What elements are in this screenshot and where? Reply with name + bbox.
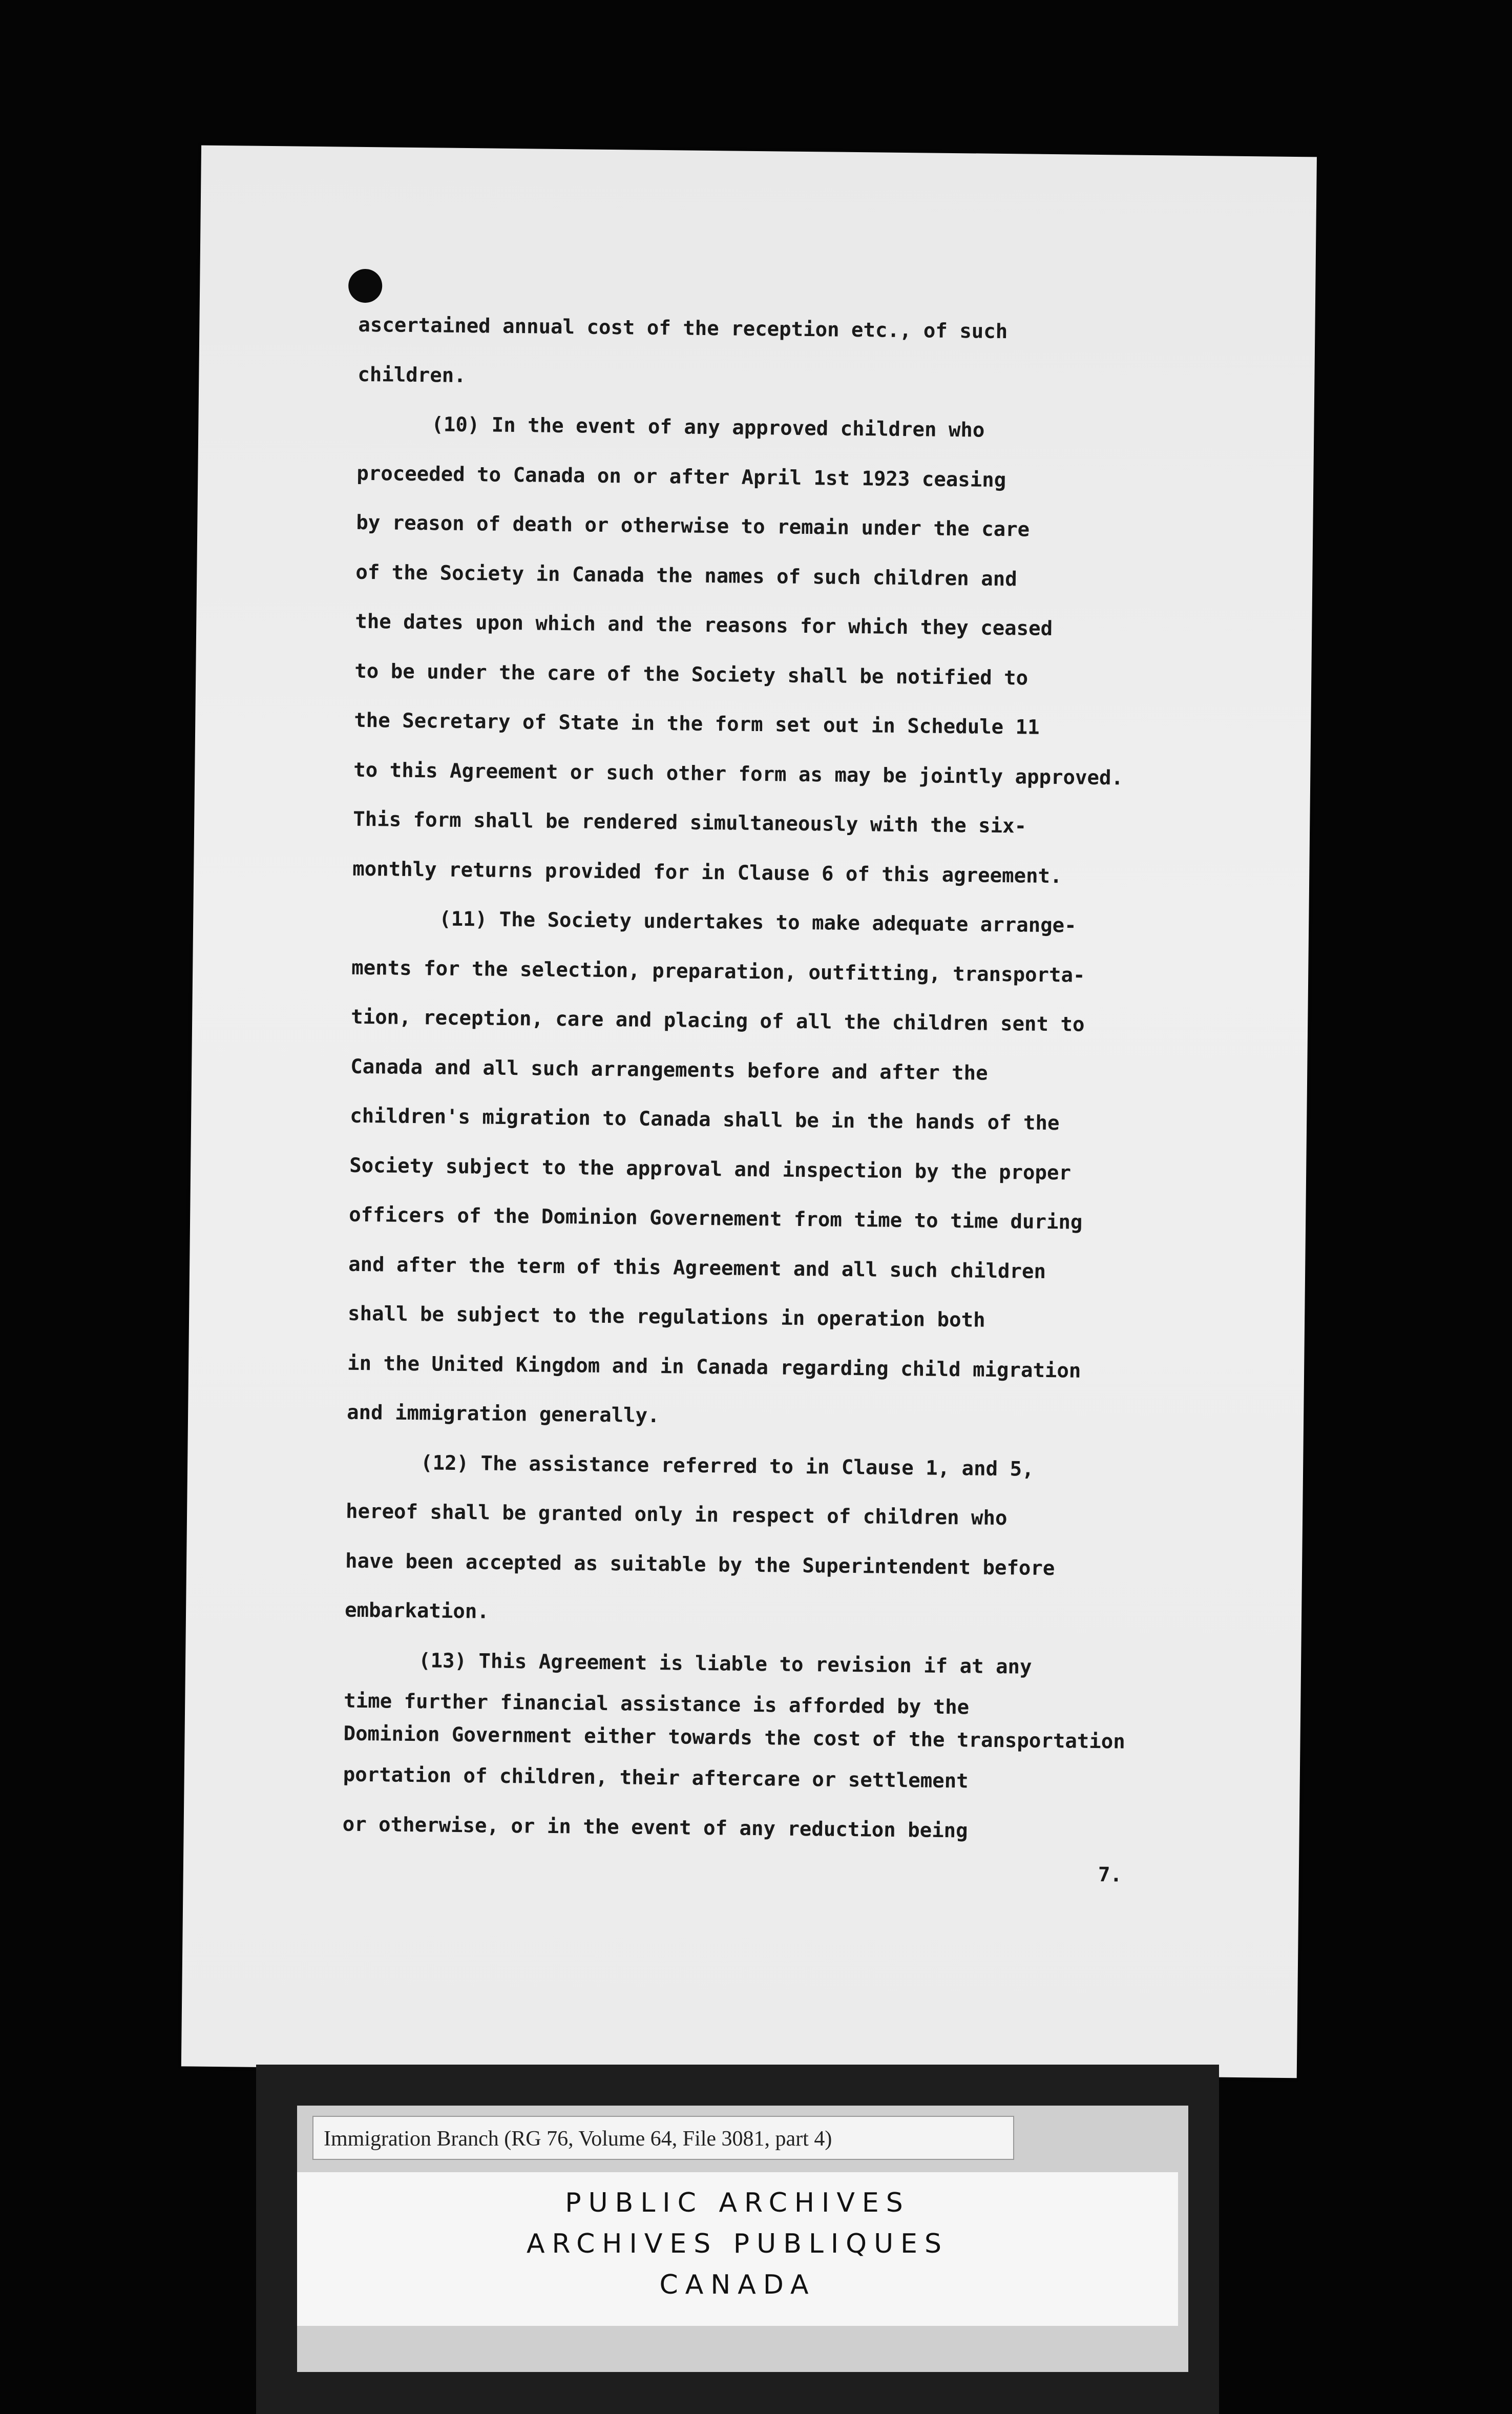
paragraph-13-start: (13) This Agreement is liable to revision if at any <box>418 1649 1032 1679</box>
text-line: Dominion Government either towards the cost of the transportation <box>343 1722 1125 1754</box>
text-line: embarkation. <box>344 1598 490 1624</box>
text-line: children's migration to Canada shall be in the hands of the <box>349 1104 1060 1135</box>
document-page <box>181 145 1317 2078</box>
paragraph-10-start: (10) In the event of any approved children who <box>431 413 985 442</box>
text-line: time further financial assistance is afforded by the <box>344 1689 970 1719</box>
page-number: 7. <box>1098 1863 1123 1887</box>
text-line: proceeded to Canada on or after April 1st 1923 ceasing <box>356 462 1006 492</box>
text-line: Canada and all such arrangements before and after the <box>350 1055 988 1085</box>
text-line: ascertained annual cost of the reception etc., of such <box>358 313 1008 344</box>
text-line: of the Society in Canada the names of such children and <box>355 560 1017 591</box>
text-line: the Secretary of State in the form set out in Schedule 11 <box>354 709 1040 739</box>
text-line: and after the term of this Agreement and all such children <box>348 1253 1046 1283</box>
text-line: monthly returns provided for in Clause 6 of this agreement. <box>352 857 1062 888</box>
text-line: hereof shall be granted only in respect of children who <box>345 1500 1007 1530</box>
text-line: to be under the care of the Society shall be notified to <box>354 659 1028 690</box>
text-line: officers of the Dominion Governement from time to time during <box>348 1203 1083 1234</box>
text-line: have been accepted as suitable by the Superintendent before <box>345 1549 1055 1580</box>
text-line: by reason of death or otherwise to remain under the care <box>356 511 1030 542</box>
text-line: children. <box>358 363 466 387</box>
text-line: in the United Kingdom and in Canada regarding child migration <box>347 1351 1081 1383</box>
punch-hole <box>348 269 383 303</box>
text-line: portation of children, their aftercare or settlement <box>343 1763 969 1793</box>
archives-line-english: PUBLIC ARCHIVES <box>565 2188 910 2218</box>
text-line: and immigration generally. <box>346 1401 660 1428</box>
text-line: tion, reception, care and placing of all the children sent to <box>351 1005 1085 1036</box>
archives-line-french: ARCHIVES PUBLIQUES <box>526 2229 949 2259</box>
text-line: the dates upon which and the reasons for which they ceased <box>355 610 1053 641</box>
archive-citation: Immigration Branch (RG 76, Volume 64, File 3081, part 4) <box>312 2116 1014 2160</box>
text-line: to this Agreement or such other form as may be jointly approved. <box>353 758 1124 790</box>
text-line: ments for the selection, preparation, outfitting, transporta- <box>351 956 1085 987</box>
archives-line-country: CANADA <box>659 2270 816 2300</box>
text-line: or otherwise, or in the event of any reduction being <box>342 1813 968 1842</box>
text-line: This form shall be rendered simultaneously with the six- <box>353 807 1027 838</box>
archives-stamp <box>297 2172 1178 2326</box>
text-line: Society subject to the approval and inspection by the proper <box>349 1154 1072 1184</box>
typed-text-body <box>342 301 1204 1858</box>
paragraph-12-start: (12) The assistance referred to in Clause 1, and 5, <box>420 1451 1034 1481</box>
text-line: shall be subject to the regulations in operation both <box>347 1302 985 1332</box>
paragraph-11-start: (11) The Society undertakes to make adequate arrange- <box>439 907 1077 938</box>
